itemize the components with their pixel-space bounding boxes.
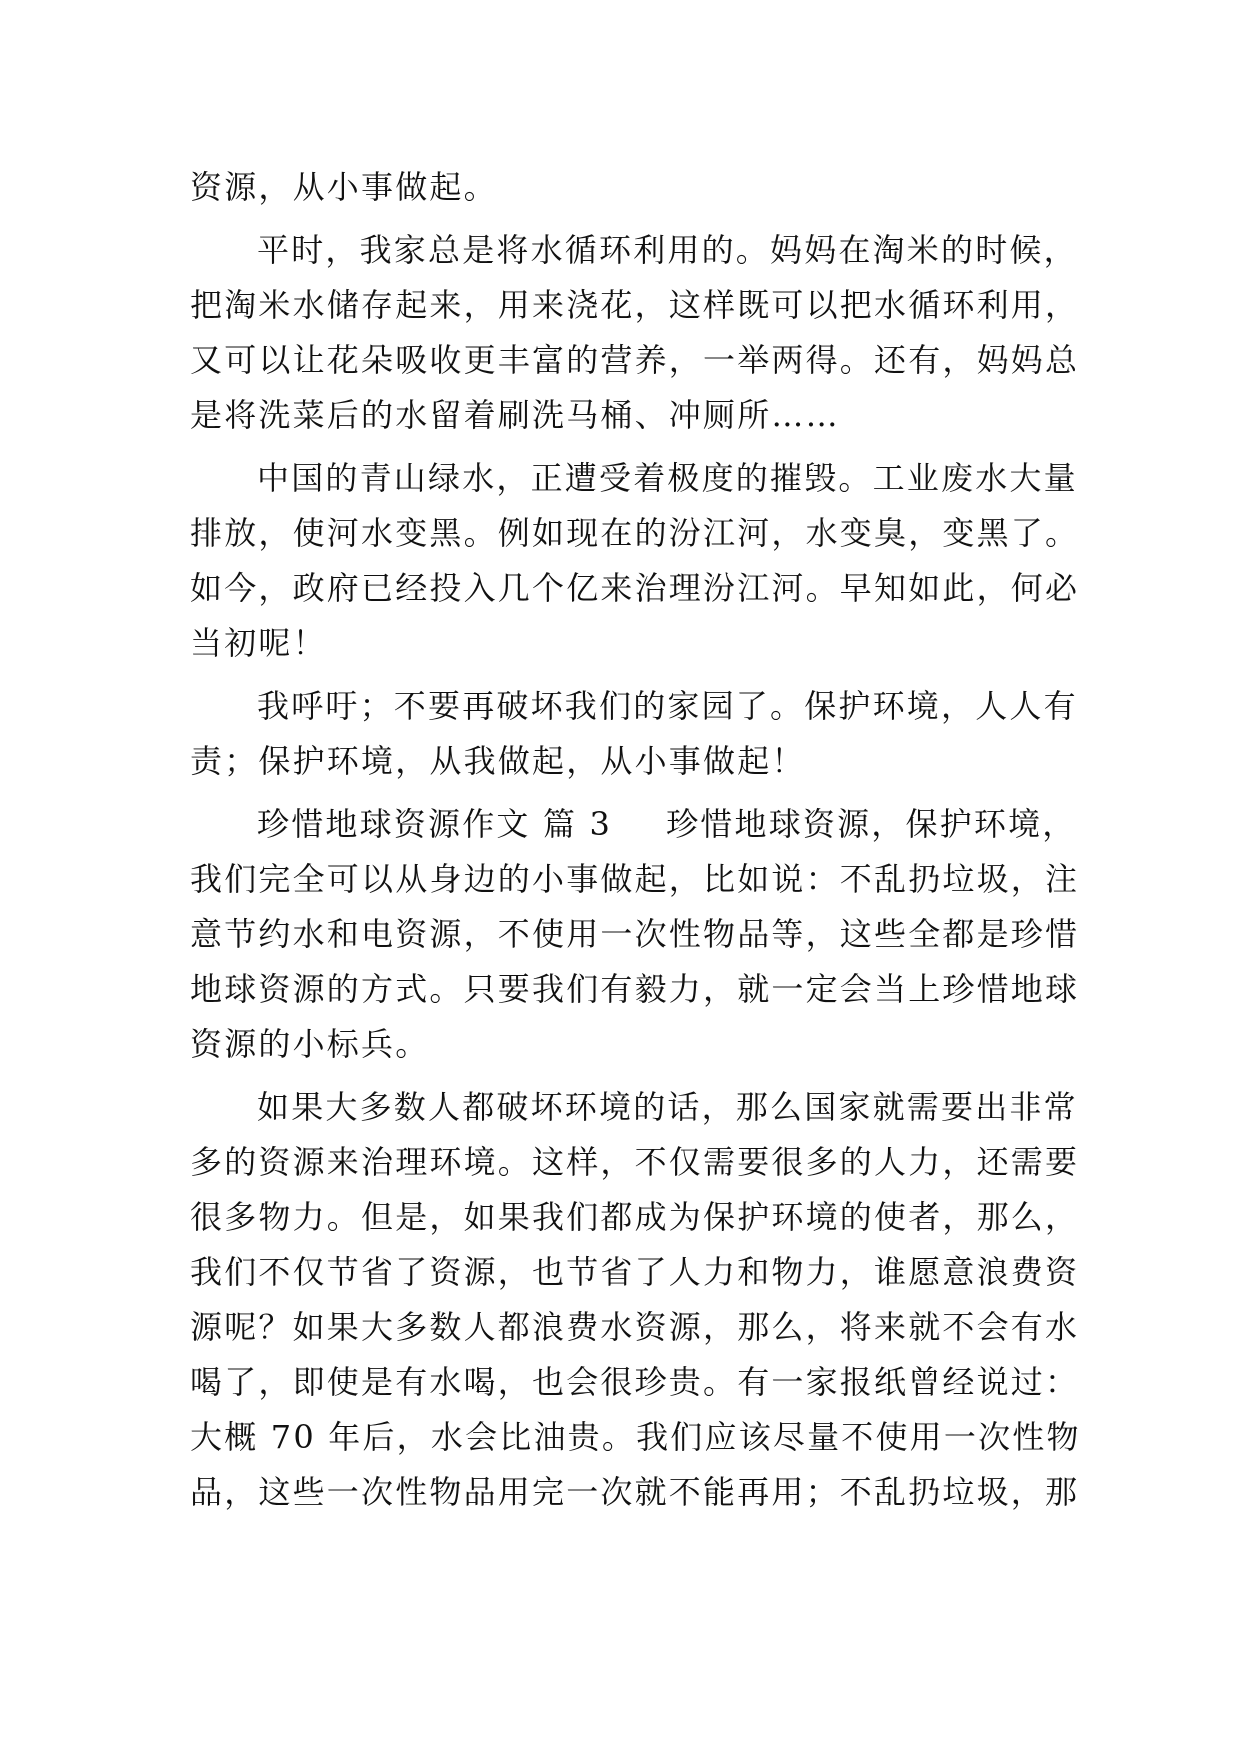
text-line: 多的资源来治理环境。这样，不仅需要很多的人力，还需要	[190, 1143, 1080, 1181]
text-line: 很多物力。但是，如果我们都成为保护环境的使者，那么，	[190, 1198, 1080, 1236]
paragraph-first-line: 平时，我家总是将水循环利用的。妈妈在淘米的时候，	[257, 231, 1078, 269]
text-line: 资源，从小事做起。	[190, 168, 498, 206]
text-fragment: 珍惜地球资源，保护环境，	[666, 805, 1077, 843]
section-heading-line	[190, 797, 1077, 852]
text-line: 品，这些一次性物品用完一次就不能再用；不乱扔垃圾，那	[190, 1473, 1080, 1511]
text-line: 又可以让花朵吸收更丰富的营养，一举两得。还有，妈妈总	[190, 341, 1080, 379]
text-line: 责；保护环境，从我做起，从小事做起！	[190, 742, 806, 780]
text-line: 排放，使河水变黑。例如现在的汾江河，水变臭，变黑了。	[190, 514, 1080, 552]
text-line: 当初呢！	[190, 624, 327, 662]
text-line: 喝了，即使是有水喝，也会很珍贵。有一家报纸曾经说过：	[190, 1363, 1080, 1401]
text-line: 大概 70 年后，水会比油贵。我们应该尽量不使用一次性物	[190, 1418, 1081, 1456]
section-heading: 珍惜地球资源作文 篇 3	[257, 805, 613, 843]
document-body	[190, 160, 1081, 1520]
text-line: 是将洗菜后的水留着刷洗马桶、冲厕所……	[190, 396, 840, 434]
paragraph-first-line: 如果大多数人都破坏环境的话，那么国家就需要出非常	[257, 1088, 1078, 1126]
paragraph-first-line: 中国的青山绿水，正遭受着极度的摧毁。工业废水大量	[257, 459, 1078, 497]
paragraph-first-line: 我呼吁；不要再破坏我们的家园了。保护环境，人人有	[257, 687, 1078, 725]
text-line: 源呢？如果大多数人都浪费水资源，那么，将来就不会有水	[190, 1308, 1080, 1346]
text-line: 资源的小标兵。	[190, 1025, 430, 1063]
text-line: 我们完全可以从身边的小事做起，比如说：不乱扔垃圾，注	[190, 860, 1080, 898]
text-line: 意节约水和电资源，不使用一次性物品等，这些全都是珍惜	[190, 915, 1080, 953]
text-line: 我们不仅节省了资源，也节省了人力和物力，谁愿意浪费资	[190, 1253, 1080, 1291]
text-line: 如今，政府已经投入几个亿来治理汾江河。早知如此，何必	[190, 569, 1080, 607]
text-line: 地球资源的方式。只要我们有毅力，就一定会当上珍惜地球	[190, 970, 1080, 1008]
text-line: 把淘米水储存起来，用来浇花，这样既可以把水循环利用，	[190, 286, 1080, 324]
